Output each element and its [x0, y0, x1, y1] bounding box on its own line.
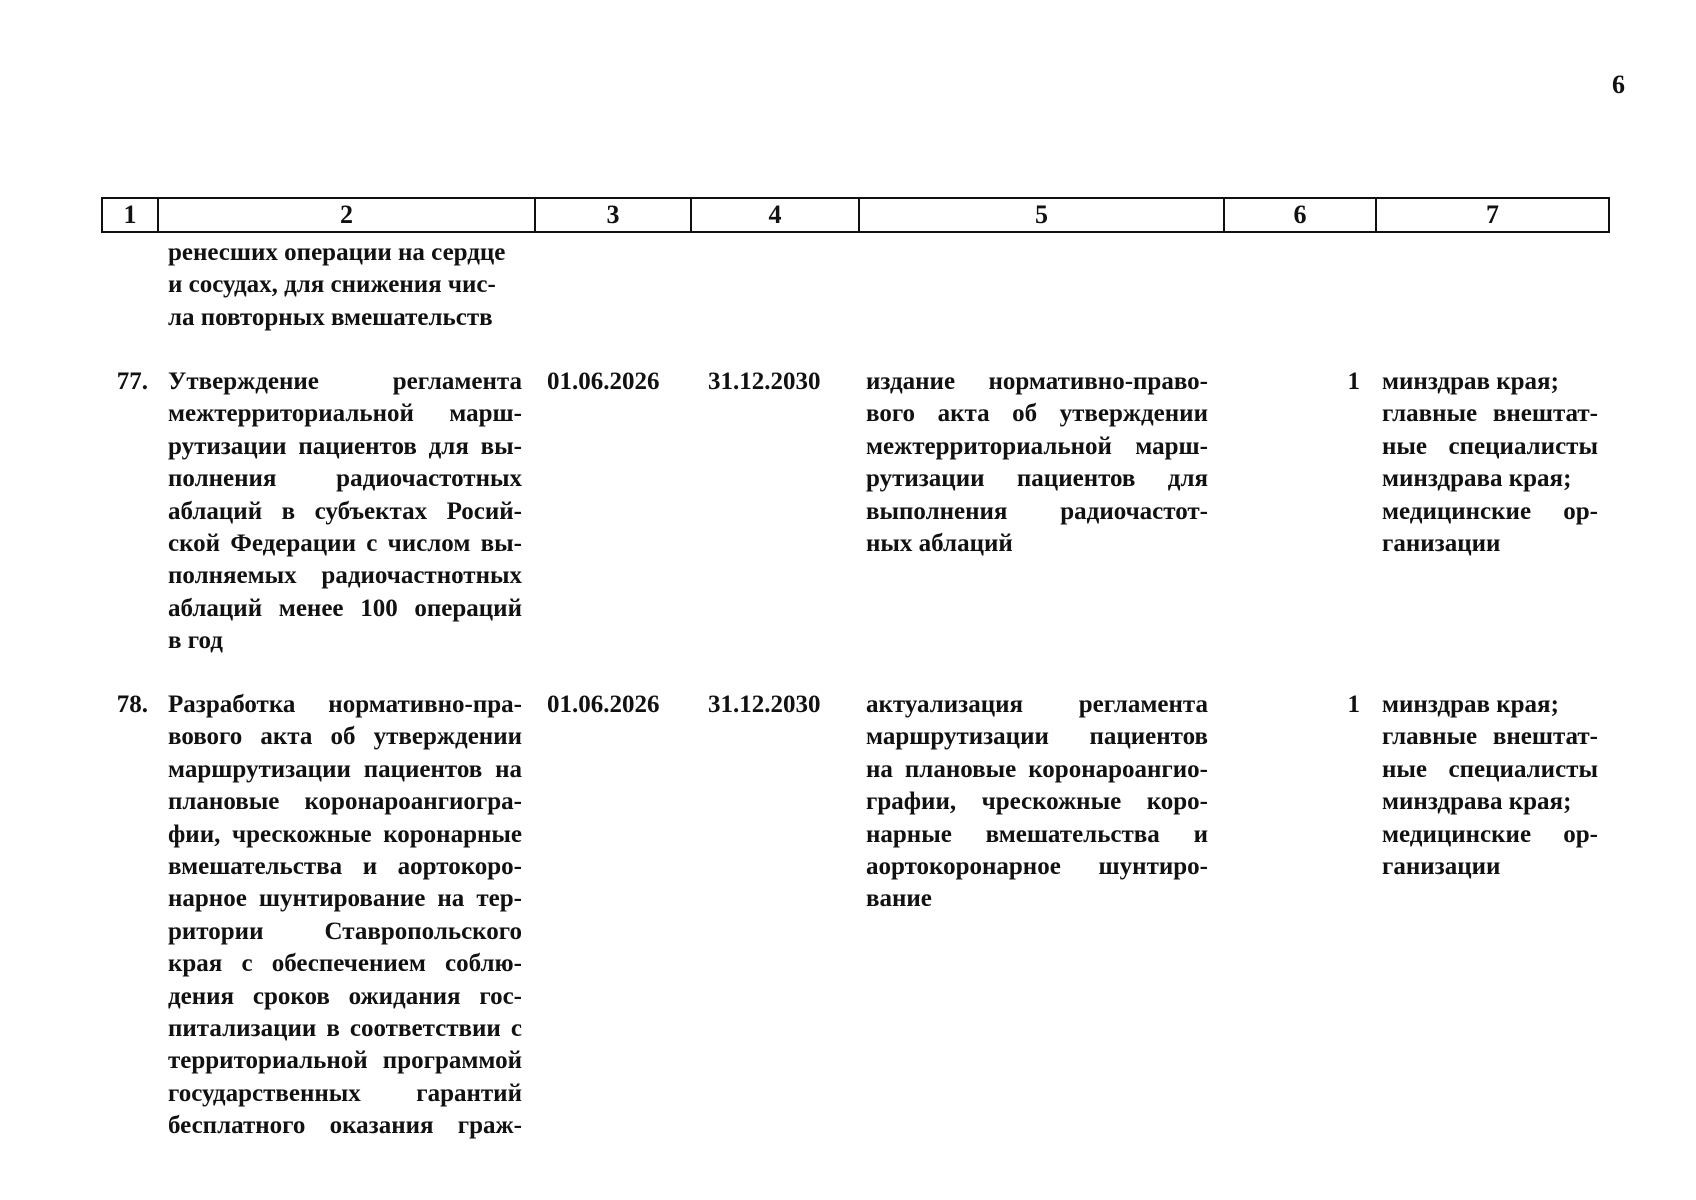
row-start-date: 01.06.2026: [547, 691, 660, 718]
text-line: в год: [168, 627, 223, 655]
text-line: и сосудах, для снижения чис-: [168, 271, 496, 299]
text-line: вмешательства и аортокоро-: [168, 853, 522, 881]
text-line: минздрава края;: [1382, 788, 1572, 816]
text-line: плановые коронароангиогра-: [168, 788, 522, 816]
text-line: аортокоронарное шунтиро-: [866, 853, 1208, 881]
continuation-text: [168, 237, 528, 334]
text-line: маршрутизации пациентов: [866, 723, 1208, 751]
text-line: территориальной программой: [168, 1047, 522, 1075]
text-line: ской Федерации с числом вы-: [168, 530, 522, 558]
text-line: вание: [866, 885, 932, 913]
row-value: 1: [1347, 691, 1360, 718]
text-line: вого акта об утверждении: [866, 400, 1208, 428]
row-end-date: 31.12.2030: [708, 368, 821, 395]
row-number: 78.: [116, 691, 148, 718]
text-line: главные внештат-: [1382, 400, 1598, 428]
row-value: 1: [1347, 368, 1360, 395]
column-header-5: 5: [859, 198, 1224, 232]
text-line: нарное шунтирование на тер-: [168, 885, 522, 913]
row-name: [168, 366, 522, 658]
text-line: ные специалисты: [1382, 755, 1598, 783]
column-header-table: [101, 197, 1610, 233]
text-line: межтерриториальной марш-: [168, 400, 522, 428]
text-line: ла повторных вмешательств: [168, 303, 493, 331]
text-line: ритории Ставропольского: [168, 917, 522, 945]
text-line: ганизации: [1382, 853, 1501, 881]
column-header-6: 6: [1224, 198, 1376, 232]
text-line: вового акта об утверждении: [168, 723, 522, 751]
row-result: [866, 366, 1208, 560]
text-line: рутизации пациентов для вы-: [168, 432, 522, 460]
column-header-row: [102, 198, 1609, 232]
text-line: полняемых радиочастнотных: [168, 562, 522, 590]
text-line: питализации в соответствии с: [168, 1015, 522, 1043]
row-start-date: 01.06.2026: [547, 368, 660, 395]
row-number: 77.: [116, 368, 148, 395]
row-name: [168, 689, 522, 1143]
text-line: минздрав края;: [1382, 691, 1559, 718]
text-line: ганизации: [1382, 530, 1501, 558]
column-header-4: 4: [691, 198, 859, 232]
text-line: издание нормативно-право-: [866, 368, 1208, 395]
text-line: ных аблаций: [866, 530, 1013, 558]
text-line: ренесших операции на сердце: [168, 239, 506, 266]
text-line: бесплатного оказания граж-: [168, 1112, 522, 1140]
row-responsible: [1382, 689, 1598, 883]
text-line: минздрава края;: [1382, 465, 1572, 493]
text-line: края с обеспечением соблю-: [168, 950, 522, 978]
text-line: межтерриториальной марш-: [866, 432, 1208, 460]
text-line: графии, чрескожные коро-: [866, 788, 1208, 816]
text-line: медицинские ор-: [1382, 497, 1598, 525]
column-header-7: 7: [1376, 198, 1609, 232]
text-line: маршрутизации пациентов на: [168, 755, 522, 783]
text-line: ные специалисты: [1382, 432, 1598, 460]
text-line: рутизации пациентов для: [866, 465, 1208, 493]
row-responsible: [1382, 366, 1598, 560]
column-header-1: 1: [102, 198, 158, 232]
text-line: актуализация регламента: [866, 691, 1208, 718]
text-line: аблаций менее 100 операций: [168, 594, 522, 622]
row-end-date: 31.12.2030: [708, 691, 821, 718]
text-line: Утверждение регламента: [168, 368, 522, 395]
text-line: минздрав края;: [1382, 368, 1559, 395]
text-line: аблаций в субъектах Росий-: [168, 497, 522, 525]
column-header-3: 3: [535, 198, 691, 232]
text-line: выполнения радиочастот-: [866, 497, 1208, 525]
text-line: главные внештат-: [1382, 723, 1598, 751]
text-line: фии, чрескожные коронарные: [168, 820, 522, 848]
text-line: нарные вмешательства и: [866, 820, 1208, 848]
text-line: полнения радиочастотных: [168, 465, 522, 493]
text-line: дения сроков ожидания гос-: [168, 982, 522, 1010]
row-result: [866, 689, 1208, 916]
text-line: государственных гарантий: [168, 1079, 522, 1107]
column-header-2: 2: [158, 198, 535, 232]
page-number: 6: [1612, 70, 1625, 99]
text-line: медицинские ор-: [1382, 820, 1598, 848]
text-line: на плановые коронароангио-: [866, 755, 1208, 783]
text-line: Разработка нормативно-пра-: [168, 691, 522, 718]
